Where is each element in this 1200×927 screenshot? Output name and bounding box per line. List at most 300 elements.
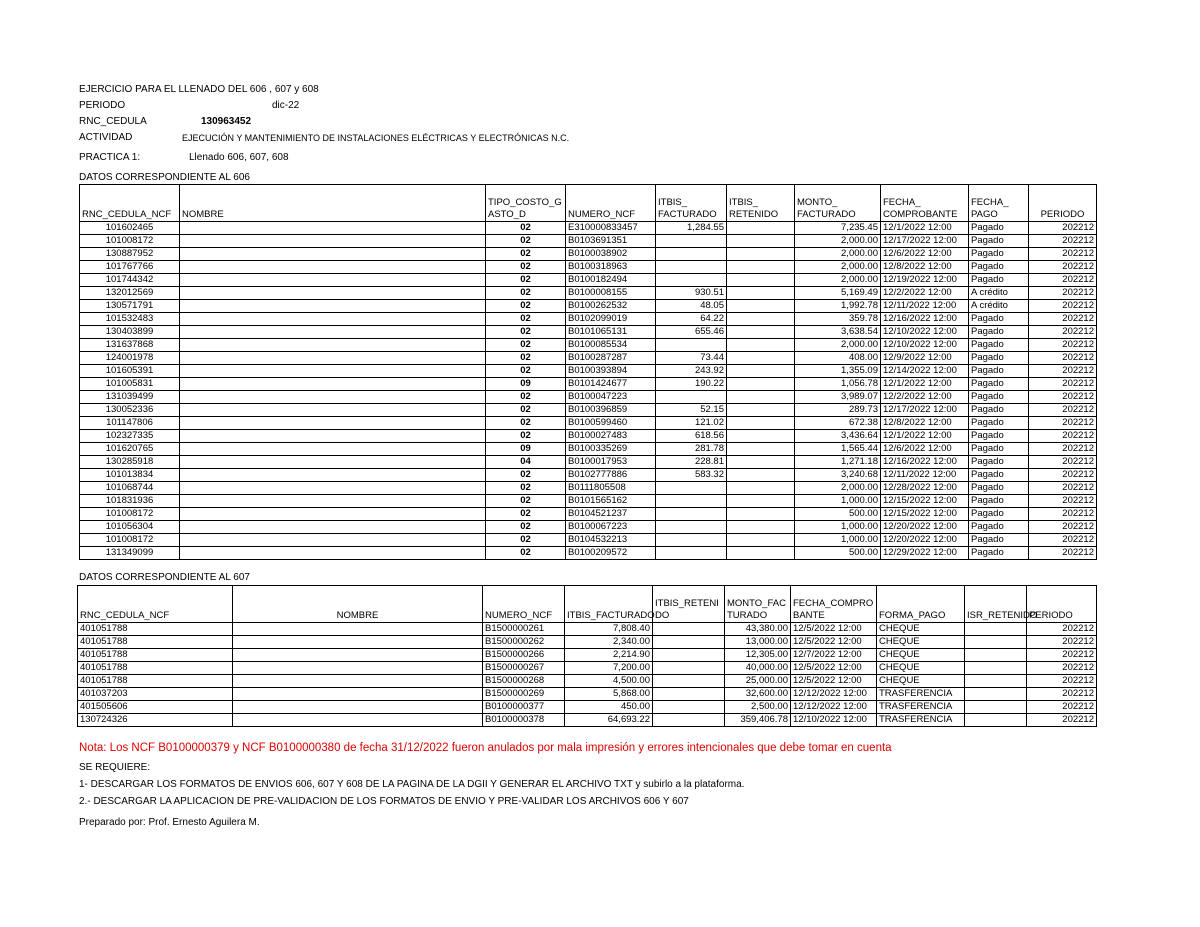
table-cell: B1500000262 <box>483 636 565 649</box>
table-cell: 124001978 <box>80 352 180 365</box>
table-cell <box>180 313 486 326</box>
table-row <box>80 339 1097 352</box>
table-cell: 02 <box>486 469 566 482</box>
table-cell: 02 <box>486 417 566 430</box>
table-cell <box>727 495 795 508</box>
table-cell: 02 <box>486 391 566 404</box>
table-cell: 12/8/2022 12:00 <box>881 417 969 430</box>
table-cell: 202212 <box>1029 365 1097 378</box>
table-cell: B0100393894 <box>566 365 656 378</box>
table-cell: Pagado <box>969 417 1029 430</box>
table-cell: 12/12/2022 12:00 <box>791 701 877 714</box>
table-cell: 401037203 <box>78 688 233 701</box>
column-header-line1: ITBIS_ <box>729 197 759 208</box>
table-cell: 2,214.90 <box>565 649 653 662</box>
periodo-value: dic-22 <box>272 100 300 111</box>
table-cell: 12/17/2022 12:00 <box>881 235 969 248</box>
table-cell <box>180 222 486 235</box>
rnc-value: 130963452 <box>201 116 252 127</box>
table-cell: 12/2/2022 12:00 <box>881 287 969 300</box>
table-cell: 02 <box>486 352 566 365</box>
table-cell: Pagado <box>969 495 1029 508</box>
table-cell: 202212 <box>1029 300 1097 313</box>
table-cell <box>656 482 727 495</box>
table-cell: 02 <box>486 235 566 248</box>
requirement-2: 2.- DESCARGAR LA APLICACION DE PRE-VALIDACION DE LOS FORMATOS DE ENVIO Y PRE-VALIDAR LOS ARCHIVOS 606 Y 607 <box>79 796 689 807</box>
table-cell: 12/15/2022 12:00 <box>881 495 969 508</box>
table-cell: Pagado <box>969 235 1029 248</box>
column-header <box>565 586 653 623</box>
table-cell <box>233 662 483 675</box>
column-header <box>78 586 233 623</box>
table-row <box>80 222 1097 235</box>
table-cell: B0100318963 <box>566 261 656 274</box>
table-row <box>80 417 1097 430</box>
table-cell: 101008172 <box>80 534 180 547</box>
table-cell: 618.56 <box>656 430 727 443</box>
table-cell <box>727 482 795 495</box>
exercise-title: EJERCICIO PARA EL LLENADO DEL 606 , 607 y 608 <box>79 84 319 95</box>
table-cell: 1,000.00 <box>795 495 881 508</box>
column-header-line2: TURADO <box>727 610 768 621</box>
table-cell: 12/7/2022 12:00 <box>791 649 877 662</box>
table-cell: 130403899 <box>80 326 180 339</box>
table-cell <box>653 649 725 662</box>
table-cell: 101013834 <box>80 469 180 482</box>
table-cell: TRASFERENCIA <box>877 701 965 714</box>
table-cell: 202212 <box>1029 261 1097 274</box>
table-cell <box>727 391 795 404</box>
table-cell: 1,056.78 <box>795 378 881 391</box>
table-cell: 02 <box>486 326 566 339</box>
table-cell: 43,380.00 <box>725 623 791 636</box>
table-row <box>80 456 1097 469</box>
table-row <box>78 623 1097 636</box>
table-cell: 02 <box>486 404 566 417</box>
table-cell: 202212 <box>1029 274 1097 287</box>
table-cell <box>180 430 486 443</box>
table-cell <box>727 469 795 482</box>
table-cell: 12/6/2022 12:00 <box>881 443 969 456</box>
column-header-line2: PAGO <box>971 209 998 220</box>
table-cell: 52.15 <box>656 404 727 417</box>
table-cell: 12/10/2022 12:00 <box>791 714 877 727</box>
table-cell: 202212 <box>1029 222 1097 235</box>
table-cell <box>727 404 795 417</box>
column-header-line2: FORMA_PAGO <box>879 610 946 621</box>
table-cell <box>656 274 727 287</box>
table-cell: B1500000261 <box>483 623 565 636</box>
table-row <box>80 430 1097 443</box>
header-row <box>78 586 1097 623</box>
table-cell <box>180 404 486 417</box>
column-header <box>180 185 486 222</box>
table-row <box>78 675 1097 688</box>
table-cell: B0100599460 <box>566 417 656 430</box>
table-row <box>80 469 1097 482</box>
table-cell: Pagado <box>969 274 1029 287</box>
table-cell: 09 <box>486 443 566 456</box>
table-row <box>78 649 1097 662</box>
table-cell: 2,000.00 <box>795 482 881 495</box>
table-cell <box>727 313 795 326</box>
table-cell <box>656 391 727 404</box>
table-cell <box>180 248 486 261</box>
table-cell: 289.73 <box>795 404 881 417</box>
table-cell: B0100008155 <box>566 287 656 300</box>
table-cell: 12/28/2022 12:00 <box>881 482 969 495</box>
table-cell: 7,235.45 <box>795 222 881 235</box>
table-row <box>80 248 1097 261</box>
table-cell: 202212 <box>1029 495 1097 508</box>
table-cell <box>180 534 486 547</box>
table-cell: 401505606 <box>78 701 233 714</box>
table-cell <box>727 287 795 300</box>
column-header <box>727 185 795 222</box>
table-cell <box>965 701 1027 714</box>
table-cell: B0104521237 <box>566 508 656 521</box>
table-606-caption: DATOS CORRESPONDIENTE AL 606 <box>79 172 250 183</box>
table-cell <box>656 521 727 534</box>
table-cell <box>233 636 483 649</box>
table-cell <box>180 443 486 456</box>
table-cell <box>965 623 1027 636</box>
column-header <box>483 586 565 623</box>
table-row <box>80 313 1097 326</box>
table-cell: Pagado <box>969 534 1029 547</box>
table-row <box>80 261 1097 274</box>
table-cell: B0103691351 <box>566 235 656 248</box>
table-cell: TRASFERENCIA <box>877 688 965 701</box>
table-cell: 202212 <box>1027 701 1097 714</box>
table-cell: 101056304 <box>80 521 180 534</box>
table-cell: 228.81 <box>656 456 727 469</box>
table-cell: Pagado <box>969 430 1029 443</box>
table-cell: 2,000.00 <box>795 274 881 287</box>
table-cell: 02 <box>486 521 566 534</box>
table-cell: B0101424677 <box>566 378 656 391</box>
header-row <box>80 185 1097 222</box>
table-cell: 202212 <box>1027 636 1097 649</box>
table-cell: 202212 <box>1029 521 1097 534</box>
table-cell: 130285918 <box>80 456 180 469</box>
table-cell: 655.46 <box>656 326 727 339</box>
column-header-line2: NOMBRE <box>336 610 379 621</box>
table-cell <box>727 534 795 547</box>
table-cell: Pagado <box>969 391 1029 404</box>
table-cell <box>727 274 795 287</box>
table-cell <box>656 547 727 560</box>
table-cell: B0100209572 <box>566 547 656 560</box>
table-cell: 12/5/2022 12:00 <box>791 675 877 688</box>
table-cell: Pagado <box>969 443 1029 456</box>
table-cell: 130571791 <box>80 300 180 313</box>
table-cell: 202212 <box>1029 352 1097 365</box>
table-cell: Pagado <box>969 547 1029 560</box>
table-cell <box>653 701 725 714</box>
table-cell: 583.32 <box>656 469 727 482</box>
table-cell: 101005831 <box>80 378 180 391</box>
table-606 <box>79 184 1097 560</box>
table-cell: 401051788 <box>78 662 233 675</box>
table-cell <box>727 443 795 456</box>
column-header-line2: RETENIDO <box>729 209 779 220</box>
table-cell: 7,200.00 <box>565 662 653 675</box>
table-cell: 7,808.40 <box>565 623 653 636</box>
column-header-line2: ASTO_D <box>488 209 526 220</box>
table-cell: B0100335269 <box>566 443 656 456</box>
table-cell <box>180 300 486 313</box>
column-header <box>233 586 483 623</box>
column-header <box>486 185 566 222</box>
table-cell <box>180 456 486 469</box>
table-cell: 3,989.07 <box>795 391 881 404</box>
table-cell: 190.22 <box>656 378 727 391</box>
table-cell <box>180 482 486 495</box>
table-cell: 202212 <box>1027 714 1097 727</box>
column-header-line1: ITBIS_RETENI <box>655 598 719 609</box>
table-cell: CHEQUE <box>877 662 965 675</box>
table-cell: B0100067223 <box>566 521 656 534</box>
table-cell: B0100000377 <box>483 701 565 714</box>
table-cell <box>965 675 1027 688</box>
table-row <box>78 662 1097 675</box>
table-cell: B0104532213 <box>566 534 656 547</box>
table-row <box>80 443 1097 456</box>
table-cell <box>180 417 486 430</box>
table-cell: 1,565.44 <box>795 443 881 456</box>
table-cell: 02 <box>486 430 566 443</box>
requirement-1: 1- DESCARGAR LOS FORMATOS DE ENVIOS 606, 607 Y 608 DE LA PAGINA DE LA DGII Y GENERAR EL ARCHIVO TXT y subirlo a la plataforma. <box>79 779 745 790</box>
table-row <box>80 235 1097 248</box>
table-cell: 40,000.00 <box>725 662 791 675</box>
table-cell: 202212 <box>1029 417 1097 430</box>
table-cell <box>180 326 486 339</box>
table-cell: 12/1/2022 12:00 <box>881 222 969 235</box>
table-cell <box>727 339 795 352</box>
column-header <box>795 185 881 222</box>
table-cell: B0100038902 <box>566 248 656 261</box>
table-cell <box>727 248 795 261</box>
table-cell: 12/17/2022 12:00 <box>881 404 969 417</box>
table-row <box>80 404 1097 417</box>
table-cell: B0100182494 <box>566 274 656 287</box>
column-header-line2: FACTURADO <box>797 209 856 220</box>
table-cell: 130052336 <box>80 404 180 417</box>
table-cell <box>965 688 1027 701</box>
table-cell: Pagado <box>969 365 1029 378</box>
practica-label: PRACTICA 1: <box>79 152 141 163</box>
table-cell: 401051788 <box>78 649 233 662</box>
table-cell: 12/6/2022 12:00 <box>881 248 969 261</box>
table-cell <box>180 391 486 404</box>
table-cell: Pagado <box>969 482 1029 495</box>
table-cell: 2,000.00 <box>795 235 881 248</box>
table-cell: 131039499 <box>80 391 180 404</box>
table-cell: 202212 <box>1029 534 1097 547</box>
table-cell: 02 <box>486 222 566 235</box>
table-cell: 401051788 <box>78 636 233 649</box>
column-header-line2: PERIODO <box>1040 209 1085 220</box>
table-cell: 25,000.00 <box>725 675 791 688</box>
column-header-line2: ISR_RETENIDO <box>967 610 1038 621</box>
table-row <box>80 391 1097 404</box>
table-cell: Pagado <box>969 248 1029 261</box>
table-cell <box>233 675 483 688</box>
table-cell: 12/5/2022 12:00 <box>791 662 877 675</box>
column-header-line2: DO <box>655 610 670 621</box>
table-cell <box>727 235 795 248</box>
table-cell: B0100262532 <box>566 300 656 313</box>
table-cell: B0100000378 <box>483 714 565 727</box>
table-cell: 401051788 <box>78 623 233 636</box>
column-header-line2: FACTURADO <box>658 209 717 220</box>
table-cell: 3,436.64 <box>795 430 881 443</box>
table-cell: 12/1/2022 12:00 <box>881 430 969 443</box>
table-cell: 12/5/2022 12:00 <box>791 623 877 636</box>
actividad-value: EJECUCIÓN Y MANTENIMIENTO DE INSTALACIONES ELÉCTRICAS Y ELECTRÓNICAS N.C. <box>182 133 570 143</box>
column-header <box>965 586 1038 623</box>
table-row <box>80 326 1097 339</box>
table-cell <box>656 235 727 248</box>
table-cell <box>727 365 795 378</box>
table-cell: Pagado <box>969 521 1029 534</box>
table-cell <box>653 688 725 701</box>
table-cell <box>180 495 486 508</box>
table-cell: 202212 <box>1029 313 1097 326</box>
table-cell: 12/20/2022 12:00 <box>881 534 969 547</box>
table-cell: 12/16/2022 12:00 <box>881 456 969 469</box>
table-cell <box>727 456 795 469</box>
table-cell: Pagado <box>969 313 1029 326</box>
table-cell <box>656 339 727 352</box>
column-header <box>656 185 727 222</box>
table-cell: 1,000.00 <box>795 521 881 534</box>
table-cell <box>180 274 486 287</box>
table-cell: 281.78 <box>656 443 727 456</box>
table-cell: 2,340.00 <box>565 636 653 649</box>
table-cell: Pagado <box>969 469 1029 482</box>
table-cell: 02 <box>486 313 566 326</box>
table-cell: 12,305.00 <box>725 649 791 662</box>
table-cell: 202212 <box>1029 430 1097 443</box>
table-cell: 12/2/2022 12:00 <box>881 391 969 404</box>
table-cell: 02 <box>486 248 566 261</box>
table-cell <box>656 495 727 508</box>
table-row <box>80 495 1097 508</box>
table-cell: 02 <box>486 547 566 560</box>
prepared-by: Preparado por: Prof. Ernesto Aguilera M. <box>79 817 260 828</box>
actividad-label: ACTIVIDAD <box>79 132 133 143</box>
table-cell: 02 <box>486 287 566 300</box>
table-cell: B0100287287 <box>566 352 656 365</box>
table-row <box>80 352 1097 365</box>
table-cell: 101147806 <box>80 417 180 430</box>
table-cell <box>180 508 486 521</box>
table-cell: 130887952 <box>80 248 180 261</box>
column-header <box>1029 185 1097 222</box>
table-cell: B1500000268 <box>483 675 565 688</box>
table-cell: 130724326 <box>78 714 233 727</box>
table-cell: 12/11/2022 12:00 <box>881 300 969 313</box>
table-cell: 202212 <box>1029 508 1097 521</box>
table-607 <box>77 585 1097 727</box>
table-cell <box>727 261 795 274</box>
table-cell: 131637868 <box>80 339 180 352</box>
table-cell: 4,500.00 <box>565 675 653 688</box>
table-cell: 401051788 <box>78 675 233 688</box>
table-cell <box>727 300 795 313</box>
table-cell <box>180 339 486 352</box>
table-cell <box>233 649 483 662</box>
table-cell: 202212 <box>1027 649 1097 662</box>
table-cell <box>727 521 795 534</box>
table-cell: 5,868.00 <box>565 688 653 701</box>
table-row <box>80 534 1097 547</box>
table-cell <box>965 649 1027 662</box>
table-cell: 202212 <box>1029 547 1097 560</box>
table-cell: 202212 <box>1029 456 1097 469</box>
table-cell: 121.02 <box>656 417 727 430</box>
table-cell: 101620765 <box>80 443 180 456</box>
table-cell <box>656 261 727 274</box>
table-cell: 500.00 <box>795 508 881 521</box>
table-row <box>80 508 1097 521</box>
table-cell: 12/11/2022 12:00 <box>881 469 969 482</box>
table-cell: 408.00 <box>795 352 881 365</box>
table-cell <box>656 534 727 547</box>
table-cell: 64,693.22 <box>565 714 653 727</box>
table-cell: 1,992.78 <box>795 300 881 313</box>
column-header-line1: FECHA_COMPRO <box>793 598 874 609</box>
column-header <box>725 586 791 623</box>
table-cell <box>180 547 486 560</box>
table-cell: 202212 <box>1029 469 1097 482</box>
table-cell: 02 <box>486 300 566 313</box>
column-header-line1: ITBIS_ <box>658 197 688 208</box>
table-cell: 09 <box>486 378 566 391</box>
rnc-label: RNC_CEDULA <box>79 116 147 127</box>
table-cell: CHEQUE <box>877 636 965 649</box>
table-cell: 359,406.78 <box>725 714 791 727</box>
table-cell: 202212 <box>1029 391 1097 404</box>
table-cell: A crédito <box>969 287 1029 300</box>
table-cell: 12/14/2022 12:00 <box>881 365 969 378</box>
table-cell <box>727 430 795 443</box>
table-row <box>80 378 1097 391</box>
table-cell <box>965 714 1027 727</box>
table-cell: 02 <box>486 534 566 547</box>
table-cell: 12/5/2022 12:00 <box>791 636 877 649</box>
table-cell: B0101065131 <box>566 326 656 339</box>
column-header-line2: ITBIS_FACTURADO <box>567 610 655 621</box>
table-cell: 672.38 <box>795 417 881 430</box>
column-header-line2: PERIODO <box>1029 610 1073 621</box>
table-cell: 12/20/2022 12:00 <box>881 521 969 534</box>
table-cell: 12/15/2022 12:00 <box>881 508 969 521</box>
table-cell <box>727 417 795 430</box>
table-cell: 12/12/2022 12:00 <box>791 688 877 701</box>
table-cell <box>180 261 486 274</box>
table-cell: B0100396859 <box>566 404 656 417</box>
table-cell: 131349099 <box>80 547 180 560</box>
table-row <box>80 521 1097 534</box>
table-cell: B0100027483 <box>566 430 656 443</box>
table-cell: 102327335 <box>80 430 180 443</box>
table-cell: 02 <box>486 365 566 378</box>
table-cell: 2,000.00 <box>795 339 881 352</box>
table-cell: 1,000.00 <box>795 534 881 547</box>
